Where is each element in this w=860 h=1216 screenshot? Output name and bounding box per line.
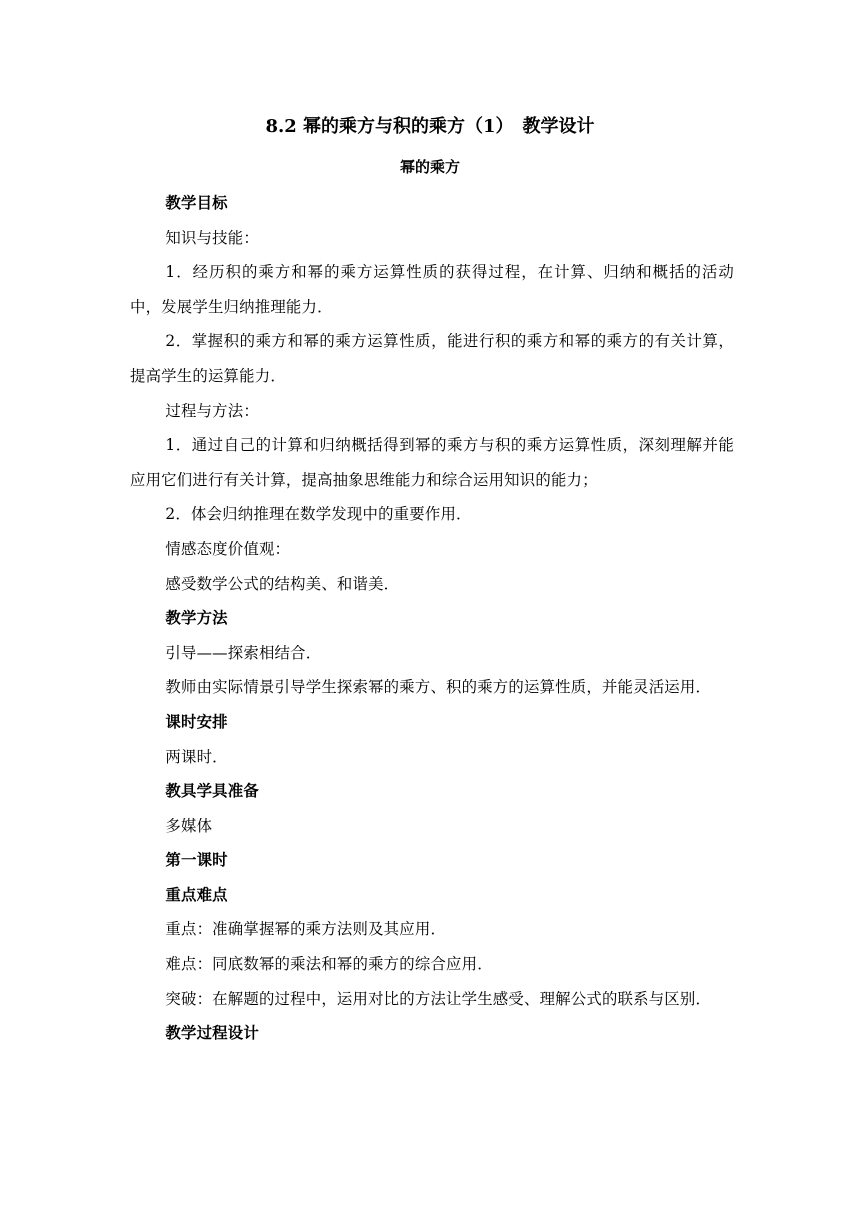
paragraph-method-1: 引导——探索相结合． [165,643,322,662]
heading-key-difficult-points: 重点难点 [165,885,228,904]
document-title: 8.2 幂的乘方与积的乘方（1） 教学设计 [265,116,595,137]
paragraph-skill-1: 1．经历积的乘方和幂的乘方运算性质的获得过程，在计算、归纳和概括的活动中，发展学生归纳推理能力． [130,263,734,316]
paragraph-schedule: 两课时． [165,747,228,766]
paragraph-emotion-values: 情感态度价值观： [165,539,291,558]
document-body [130,186,734,1051]
paragraph-aids: 多媒体 [165,816,213,835]
heading-first-lesson: 第一课时 [165,851,228,870]
heading-teaching-aids: 教具学具准备 [165,782,259,801]
paragraph-process-2: 2．体会归纳推理在数学发现中的重要作用． [165,505,472,524]
paragraph-skill-2: 2．掌握积的乘方和幂的乘方运算性质，能进行积的乘方和幂的乘方的有关计算，提高学生的运算能力． [130,332,734,385]
heading-teaching-process: 教学过程设计 [165,1024,259,1043]
paragraph-method-2: 教师由实际情景引导学生探索幂的乘方、积的乘方的运算性质，并能灵活运用． [165,678,712,697]
paragraph-process-methods: 过程与方法： [165,401,259,420]
heading-teaching-methods: 教学方法 [165,609,228,628]
paragraph-key-point: 重点：准确掌握幂的乘方法则及其应用． [165,920,447,939]
paragraph-emotion-1: 感受数学公式的结构美、和谐美． [165,574,400,593]
paragraph-breakthrough: 突破：在解题的过程中，运用对比的方法让学生感受、理解公式的联系与区别． [165,989,712,1008]
heading-teaching-goals: 教学目标 [165,194,228,212]
document-subtitle: 幂的乘方 [399,158,460,176]
heading-class-schedule: 课时安排 [165,712,228,731]
paragraph-process-1: 1．通过自己的计算和归纳概括得到幂的乘方与积的乘方运算性质，深刻理解并能应用它们进行有关计算，提高抽象思维能力和综合运用知识的能力； [130,436,734,489]
paragraph-knowledge-skills: 知识与技能： [165,228,259,247]
paragraph-difficult-point: 难点：同底数幂的乘法和幂的乘方的综合应用． [165,955,493,974]
